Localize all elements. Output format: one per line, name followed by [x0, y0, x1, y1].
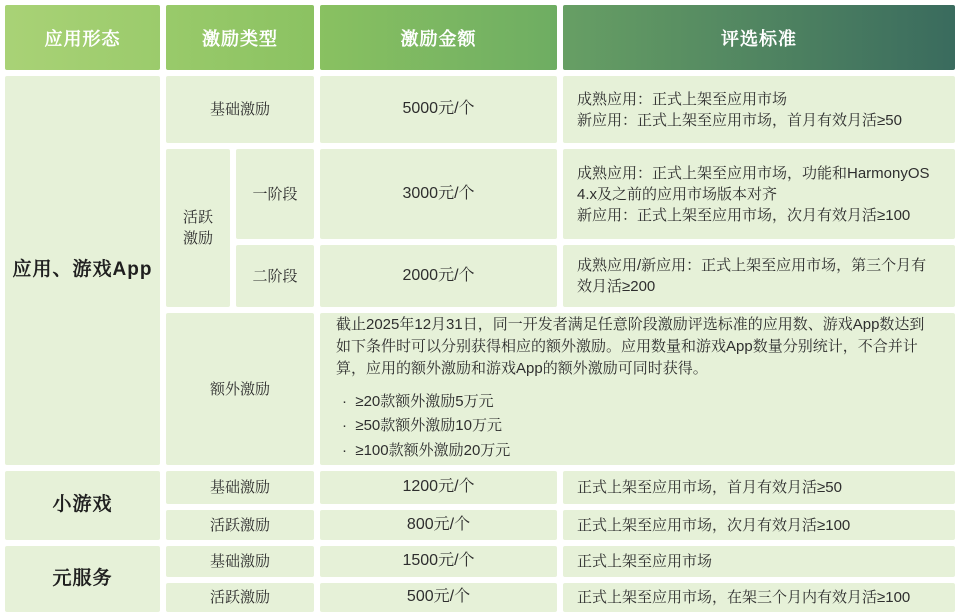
app-extra-content: [320, 313, 955, 465]
header-incentive-type: 激励类型: [166, 5, 314, 70]
metaservice-active-amount: 500元/个: [320, 583, 557, 612]
criteria-line: 成熟应用/新应用：正式上架至应用市场，第三个月有效月活≥200: [577, 257, 927, 295]
extra-paragraph: 截止2025年12月31日，同一开发者满足任意阶段激励评选标准的应用数、游戏App数达到如下条件时可以分别获得相应的额外激励。应用数量和游戏App数量分别统计，不合并计算，应用的额外激励和游戏App的额外激励可同时获得。: [336, 316, 925, 377]
metaservice-basic-type: 基础激励: [166, 546, 314, 577]
category-app-game: 应用、游戏App: [5, 76, 160, 465]
stage1-criteria: [563, 149, 955, 239]
app-basic-amount: 5000元/个: [320, 76, 557, 143]
app-extra-type: 额外激励: [166, 313, 314, 465]
minigame-active-type: 活跃激励: [166, 510, 314, 540]
category-metaservice: 元服务: [5, 546, 160, 612]
app-basic-criteria: [563, 76, 955, 143]
header-app-form: 应用形态: [5, 5, 160, 70]
metaservice-basic-amount: 1500元/个: [320, 546, 557, 577]
header-incentive-amount: 激励金额: [320, 5, 557, 70]
criteria-line: 新应用：正式上架至应用市场，首月有效月活≥50: [577, 111, 902, 129]
stage1-label: 一阶段: [236, 149, 314, 239]
stage2-criteria: [563, 245, 955, 307]
minigame-active-amount: 800元/个: [320, 510, 557, 540]
criteria-line: 正式上架至应用市场，首月有效月活≥50: [577, 479, 842, 496]
criteria-line: 正式上架至应用市场: [577, 553, 713, 570]
stage2-label: 二阶段: [236, 245, 314, 307]
minigame-basic-amount: 1200元/个: [320, 471, 557, 504]
criteria-line: 正式上架至应用市场，次月有效月活≥100: [577, 516, 851, 534]
extra-bullet: · ≥20款额外激励5万元: [336, 390, 494, 415]
minigame-basic-type: 基础激励: [166, 471, 314, 504]
minigame-basic-criteria: [563, 471, 955, 504]
metaservice-active-criteria: [563, 583, 955, 612]
criteria-line: 成熟应用：正式上架至应用市场: [577, 90, 788, 108]
criteria-line: 新应用：正式上架至应用市场，次月有效月活≥100: [577, 206, 911, 224]
app-active-type: [166, 149, 230, 307]
header-criteria: 评选标准: [563, 5, 955, 70]
criteria-line: 成熟应用：正式上架至应用市场，功能和HarmonyOS 4.x及之前的应用市场版本对齐: [577, 164, 930, 203]
metaservice-basic-criteria: [563, 546, 955, 577]
minigame-active-criteria: [563, 510, 955, 540]
extra-bullet: · ≥50款额外激励10万元: [336, 414, 502, 439]
app-basic-type: 基础激励: [166, 76, 314, 143]
criteria-line: 正式上架至应用市场，在架三个月内有效月活≥100: [577, 589, 911, 606]
stage1-amount: 3000元/个: [320, 149, 557, 239]
stage2-amount: 2000元/个: [320, 245, 557, 307]
active-type-label: 活跃激励: [182, 209, 213, 247]
metaservice-active-type: 活跃激励: [166, 583, 314, 612]
extra-bullet: · ≥100款额外激励20万元: [336, 439, 510, 464]
category-minigame: 小游戏: [5, 471, 160, 540]
